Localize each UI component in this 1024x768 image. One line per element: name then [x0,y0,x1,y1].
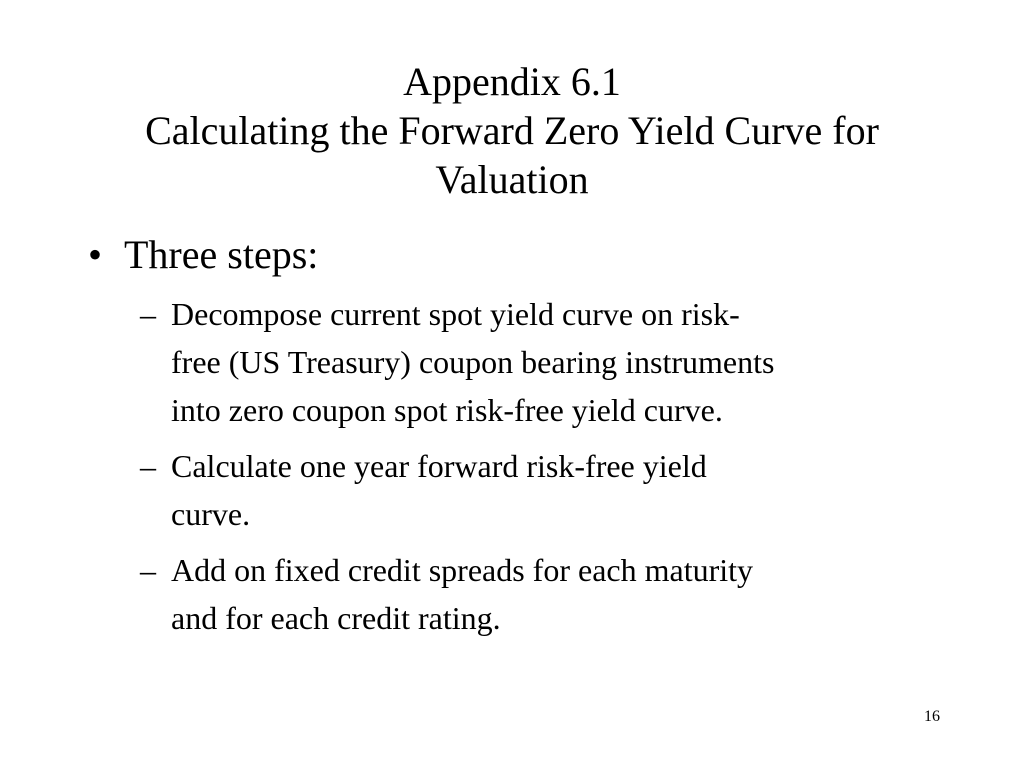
sub-bullet-line: into zero coupon spot risk-free yield curve. [171,392,723,428]
sub-bullet-line: free (US Treasury) coupon bearing instruments [171,344,775,380]
dash-marker: – [140,552,156,588]
sub-bullet-line: and for each credit rating. [171,600,501,636]
page-number: 16 [924,708,940,725]
slide-body [0,231,1024,650]
sub-bullet-list [0,290,1024,642]
sub-bullet-line: Calculate one year forward risk-free yield [171,448,707,484]
sub-bullet-line: Add on fixed credit spreads for each maturity [171,552,754,588]
sub-bullet-item [140,442,941,538]
dash-marker: – [140,448,156,484]
dash-marker: – [140,296,156,332]
sub-bullet-line: Decompose current spot yield curve on risk- [171,296,740,332]
title-line: Appendix 6.1 [403,59,621,104]
sub-bullet-item [140,290,941,434]
slide-title [60,57,964,204]
title-line: Calculating the Forward Zero Yield Curve for [145,108,879,153]
title-line: Valuation [435,157,589,202]
bullet-text: Three steps: [124,232,319,277]
sub-bullet-line: curve. [171,496,251,532]
bullet-marker: • [88,232,103,277]
bullet-item [88,231,1024,279]
sub-bullet-item [140,546,941,642]
